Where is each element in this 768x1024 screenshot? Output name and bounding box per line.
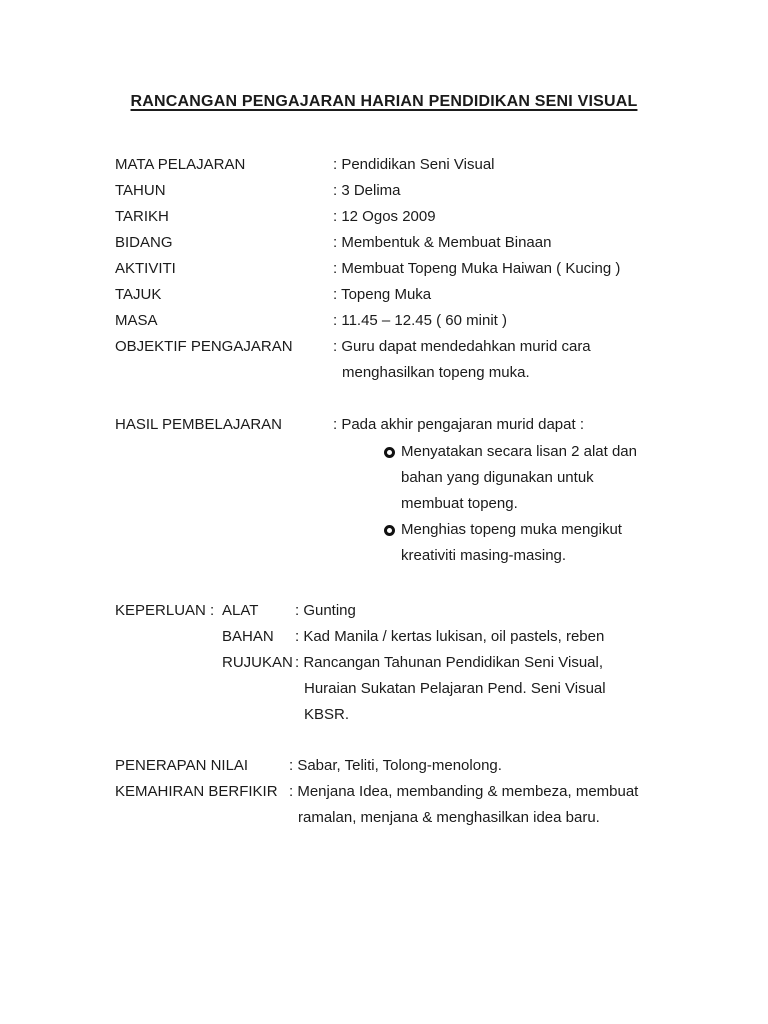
detail-row [115,282,728,308]
requirement-row [115,624,728,650]
detail-row [115,230,728,256]
list-item [401,439,728,517]
detail-label: MATA PELAJARAN [115,156,246,173]
detail-value: : Membentuk & Membuat Binaan [333,234,552,251]
requirement-value: : Gunting [295,602,356,619]
values-row [115,753,728,779]
list-item [401,517,728,569]
requirement-value-continuation: Huraian Sukatan Pelajaran Pend. Seni Visual [304,680,606,697]
requirement-value: : Rancangan Tahunan Pendidikan Seni Visual, [295,654,604,671]
detail-value: : 12 Ogos 2009 [333,208,436,225]
outcomes-bullet-list [401,439,728,569]
detail-label: TAJUK [115,286,162,303]
detail-value: : Pendidikan Seni Visual [333,156,495,173]
thinking-skills-value: : Menjana Idea, membanding & membeza, membuat [289,783,639,800]
thinking-skills-label: KEMAHIRAN BERFIKIR [115,783,278,800]
detail-value: : Membuat Topeng Muka Haiwan ( Kucing ) [333,260,621,277]
page-title: RANCANGAN PENGAJARAN HARIAN PENDIDIKAN SENI VISUAL [130,93,638,110]
circle-bullet-icon [384,447,395,458]
requirements-block [0,598,768,728]
bullet-line: Menyatakan secara lisan 2 alat dan [401,443,637,460]
detail-label: AKTIVITI [115,260,176,277]
circle-bullet-icon [384,525,395,536]
bullet-line: bahan yang digunakan untuk [401,469,594,486]
outcomes-intro: : Pada akhir pengajaran murid dapat : [333,416,584,433]
detail-row [115,308,728,334]
requirement-sublabel: ALAT [222,602,259,619]
bullet-line: kreativiti masing-masing. [401,547,567,564]
requirements-label: KEPERLUAN : [115,602,215,619]
detail-label: MASA [115,312,158,329]
detail-row [115,178,728,204]
detail-row [115,152,728,178]
detail-label: BIDANG [115,234,173,251]
detail-value: : 3 Delima [333,182,401,199]
detail-label: OBJEKTIF PENGAJARAN [115,338,293,355]
detail-row [115,204,728,230]
requirement-row [115,650,728,728]
values-label: PENERAPAN NILAI [115,757,249,774]
thinking-skills-continuation: ramalan, menjana & menghasilkan idea baru. [298,809,600,826]
outcomes-label: HASIL PEMBELAJARAN [115,416,282,433]
requirement-value-continuation: KBSR. [304,706,350,723]
detail-value: : 11.45 – 12.45 ( 60 minit ) [333,312,507,329]
details-block [0,152,768,386]
values-skills-block [0,753,768,831]
requirement-sublabel: BAHAN [222,628,274,645]
bullet-line: Menghias topeng muka mengikut [401,521,622,538]
bullet-line: membuat topeng. [401,495,518,512]
values-value: : Sabar, Teliti, Tolong-menolong. [289,757,502,774]
requirement-row [115,598,728,624]
detail-label: TAHUN [115,182,166,199]
detail-row [115,334,728,386]
detail-value: : Topeng Muka [333,286,432,303]
thinking-skills-row [115,779,728,831]
detail-label: TARIKH [115,208,169,225]
detail-value: : Guru dapat mendedahkan murid cara [333,338,591,355]
learning-outcomes-block [0,412,768,569]
requirement-value: : Kad Manila / kertas lukisan, oil pastels, reben [295,628,605,645]
outcomes-row [115,412,728,438]
detail-value-continuation: menghasilkan topeng muka. [342,364,530,381]
detail-row [115,256,728,282]
requirement-sublabel: RUJUKAN [222,654,293,671]
